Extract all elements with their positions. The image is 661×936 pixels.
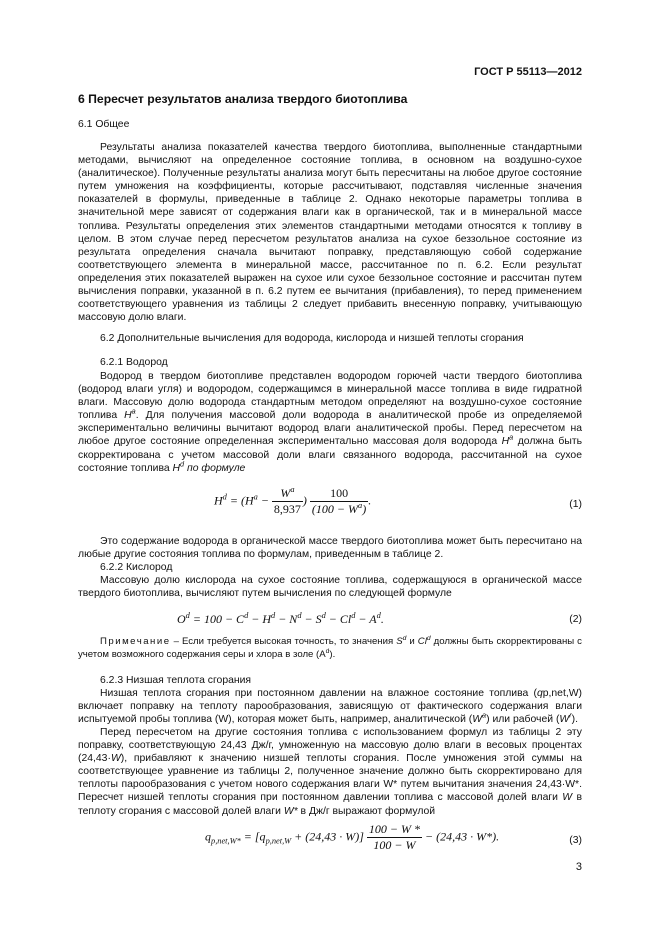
subsection-title-6-2-2: 6.2.2 Кислород [100, 562, 173, 573]
symbol-h-a-2: $H^a$ [501, 433, 514, 448]
paragraph-hydrogen: Водород в твердом биотопливе представлен водородом горючей части твердого биотоплива (водород влаги угля) и водородом, содержащимся в минеральной массе топлива в виде гидратной влаги. Массовую долю водорода стандартным методом определяют на воздушно-сухое состояние топлива $H^a$. Для получения массовой доли водорода в аналитической пробе из определяемой экспериментально величины вычитают водород влаги аналитической пробы. Перед пересчетом на любое другое состояние определенная экспериментально массовая доля водорода $H^a$ должна быть скорректирована с учетом массовой доли влаги связанного водорода, рассчитанной на сухое состояние топлива $H^d$ по формуле [78, 371, 582, 474]
fraction-w-over-8937: $\frac{W^a}{8,937}$ [273, 485, 301, 516]
subsection-title-6-2-3: 6.2.3 Низшая теплота сгорания [100, 675, 252, 686]
fraction-100-over-100-minus-w: $\frac{100}{(100 - W^a)}$ [311, 486, 367, 516]
note: Примечание – Если требуется высокая точность, то значения $S^d$ и Cl$^d$ должны быть скорректированы с учетом возможного содержания серы и хлора в золе $(A^d)$. [78, 634, 582, 660]
equation-number-2: (2) [569, 614, 582, 625]
subsection-title-6-1: 6.1 Общее [78, 119, 130, 130]
paragraph-heat-1: Низшая теплота сгорания при постоянном давлении на влажное состояние топлива (qp,net,W) включает поправку на теплоту парообразования, зависящую от фактического содержания влаги испытуемой пробы топлива (W), которая может быть, например, аналитической $(W^a)$ или рабочей $(W^r)$. [78, 688, 582, 726]
equation-2: $O^d = 100 - C^d - H^d - N^d - S^d - Cl^d - A^d$. [177, 611, 384, 626]
subsection-title-6-2: 6.2 Дополнительные вычисления для водорода, кислорода и низшей теплоты сгорания [100, 333, 524, 344]
paragraph-6-1: Результаты анализа показателей качества твердого биотоплива, выполненные стандартными методами, вычисляют на определенное состояние топлива, в основном на воздушно-сухое (аналитическое). Полученные результаты анализа могут быть пересчитаны на любое другое состояние путем умножения на коэффициенты, которые рассчитывают, подставляя численные значения показателей в формулы, приведенные в таблице 2. Однако некоторые параметры топлива в значительной мере зависят от содержания влаги как в органической, так и в минеральной массе топлива. Результаты определения этих элементов стандартными методами относятся к топливу в целом. В этом случае перед пересчетом результатов анализа на сухое беззольное состояние из результата определения сначала вычитают поправку, представляющую собой содержание соответствующего элемента в минеральной массе, рассчитанное по п. 6.2. Если результат определения этих показателей выражен на сухое или сухое беззольное состояние и рассчитан путем вычисления поправки, указанной в п. 6.2 путем ее вычитания (прибавления), то перед применением соответствующего уравнения из таблицы 2 следует прибавить внесенную поправку, учитывающую массовую долю влаги. [78, 142, 582, 324]
fraction-moisture: $\frac{100 - W *}{100 - W}$ [368, 822, 421, 852]
equation-3: $q_{p,net,W*} = [q_{p,net,W} + (24,43 \cdot W)]$ $\frac{100 - W *}{100 - W}$ − (24,43 · W*). [205, 822, 500, 852]
note-label: Примечание [100, 636, 171, 647]
equation-number-3: (3) [569, 835, 582, 846]
paragraph-oxygen: Массовую долю кислорода на сухое состояние топлива, содержащуюся в органической массе твердого биотоплива, вычисляют путем вычисления по следующей формуле [78, 575, 582, 600]
page-number: 3 [575, 861, 582, 873]
paragraph-hydrogen-after: Это содержание водорода в органической массе твердого биотоплива может быть пересчитано на любые другие состояния топлива по формулам, приведенным в таблице 2. [78, 536, 582, 561]
section-title: 6 Пересчет результатов анализа твердого биотоплива [78, 92, 408, 106]
equation-number-1: (1) [569, 499, 582, 510]
symbol-h-a: $H^a$ [124, 406, 136, 422]
equation-1: $H^d = (H^a$ − $\frac{W^a}{8,937}$ ) $\frac{100}{(100 - W^a)}$ . [214, 485, 372, 516]
paragraph-heat-2: Перед пересчетом на другие состояния топлива с использованием формул из таблицы 2 эту поправку, соответствующую 24,43 Дж/г, умноженную на массовую долю влаги в весовых процентах (24,43·W), прибавляют к значению низшей теплоты сгорания. После умножения этой суммы на соответствующее уравнение из таблицы 2, полученное значение должно быть скорректировано для теплоты парообразования с учетом нового содержания влаги W* путем вычитания значения 24,43·W*. Пересчет низшей теплоты сгорания при постоянном давлении топлива с массовой долей влаги W в теплоту сгорания с массовой долей влаги W* в Дж/г выражают формулой [78, 727, 582, 817]
subsection-title-6-2-1: 6.2.1 Водород [100, 357, 168, 368]
symbol-h-d: $H^d$ [172, 459, 185, 474]
document-header: ГОСТ Р 55113—2012 [474, 66, 582, 78]
